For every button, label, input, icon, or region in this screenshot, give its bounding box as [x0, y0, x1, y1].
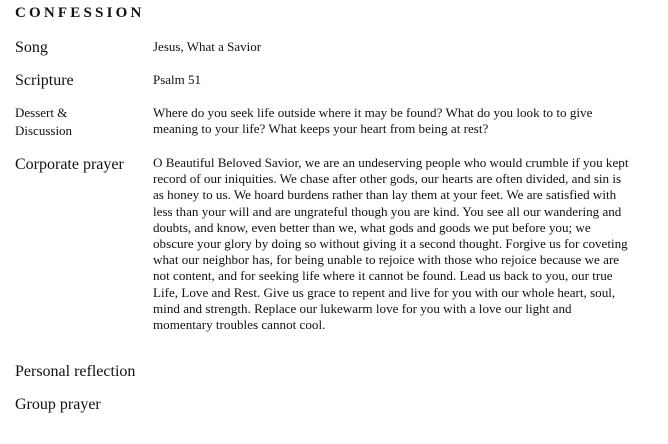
dessert-label-line1: Dessert &: [15, 105, 68, 120]
song-label: Song: [15, 39, 48, 56]
scripture-label: Scripture: [15, 72, 74, 89]
dessert-discussion-value: Where do you seek life outside where it may be found? What do you look to to give meaning to your life? What keeps your heart from being at rest?: [153, 105, 593, 137]
dessert-discussion-label: [15, 104, 72, 140]
corporate-prayer-label: Corporate prayer: [15, 156, 124, 173]
personal-reflection-label: Personal reflection: [15, 363, 136, 380]
corporate-prayer-text: O Beautiful Beloved Savior, we are an undeserving people who would crumble if you kept record of our iniquities. We chase after other gods, our hearts are often divided, and sin is as honey to us. We hoard burdens rather than lay them at your feet. We are satisfied with less than your will and are ungrateful though you are kind. You see all our wandering and doubts, and know, even better than we, what gods and goods we put before you; we obscure your glory by doing so without giving it a second thought. Forgive us for coveting what our neighbor has, for being unable to rejoice with those who rejoice because we are not content, and for seeking life where it cannot be found. Lead us back to you, our true Life, Love and Rest. Give us grace to repent and live for you with our whole heart, soul, mind and strength. Replace our lukewarm love for you with a love our light and momentary troubles cannot cool.: [153, 155, 629, 333]
section-title: CONFESSION: [15, 5, 145, 21]
dessert-label-line2: Discussion: [15, 123, 73, 138]
group-prayer-label: Group prayer: [15, 396, 101, 413]
song-value: Jesus, What a Savior: [153, 39, 262, 54]
scripture-value: Psalm 51: [153, 72, 202, 87]
